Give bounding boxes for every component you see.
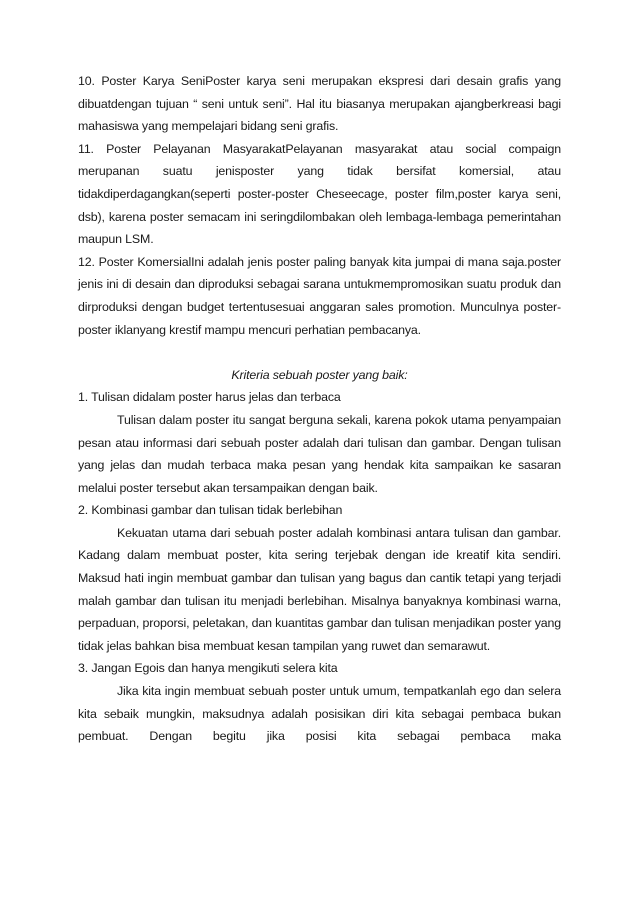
paragraph-poster-karya-seni: 10. Poster Karya SeniPoster karya seni merupakan ekspresi dari desain grafis yang dibuatdengan tujuan “ seni untuk seni”. Hal itu biasanya merupakan ajangberkreasi bagi mahasiswa yang mempelajari bidang seni grafis. <box>78 74 561 134</box>
criteria-body-2: Kekuatan utama dari sebuah poster adalah kombinasi antara tulisan dan gambar. Kadang dalam membuat poster, kita sering terjebak dengan ide kreatif kita sendiri. Maksud hati ingin membuat gambar dan tulisan yang bagus dan cantik tetapi yang terjadi malah gambar dan tulisan itu menjadi berlebihan. Misalnya banyaknya kombinasi warna, perpaduan, proporsi, peletakan, dan kuantitas gambar dan tulisan menjadikan poster yang tidak jelas bahkan bisa membuat kesan tampilan yang ruwet dan semarawut. <box>78 525 561 653</box>
criteria-body-1: Tulisan dalam poster itu sangat berguna sekali, karena pokok utama penyampaian pesan atau informasi dari sebuah poster adalah dari tulisan dan gambar. Dengan tulisan yang jelas dan mudah terbaca maka pesan yang hendak kita sampaikan ke sasaran melalui poster tersebut akan tersampaikan dengan baik. <box>78 412 561 495</box>
criteria-title: Kriteria sebuah poster yang baik: <box>231 367 408 382</box>
paragraph-poster-pelayanan-masyarakat: 11. Poster Pelayanan MasyarakatPelayanan masyarakat atau social compaign merupanan suatu jenisposter yang tidak bersifat komersial, atau tidakdiperdagangkan(seperti poster-poster Cheseecage, poster film,poster karya seni, dsb), karena poster semacam ini seringdilombakan oleh lembaga-lembaga pemerintahan maupun LSM. <box>78 141 561 247</box>
criteria-heading-2: 2. Kombinasi gambar dan tulisan tidak berlebihan <box>78 503 343 518</box>
criteria-heading-3: 3. Jangan Egois dan hanya mengikuti selera kita <box>78 661 338 676</box>
paragraph-poster-komersial: 12. Poster KomersialIni adalah jenis poster paling banyak kita jumpai di mana saja.poster jenis ini di desain dan diproduksi sebagai sarana untukmempromosikan suatu produk dan dirproduksi dengan budget tertentusesuai anggaran sales promotion. Munculnya poster-poster iklanyang krestif mampu mencuri perhatian pembacanya. <box>78 254 561 337</box>
criteria-body-3: Jika kita ingin membuat sebuah poster untuk umum, tempatkanlah ego dan selera kita sebaik mungkin, maksudnya adalah posisikan diri kita sebagai pembaca bukan pembuat. Dengan begitu jika posisi kita sebagai pembaca maka <box>78 684 561 744</box>
criteria-heading-1: 1. Tulisan didalam poster harus jelas dan terbaca <box>78 390 341 405</box>
blank-line <box>78 341 561 364</box>
document-page <box>78 70 561 748</box>
